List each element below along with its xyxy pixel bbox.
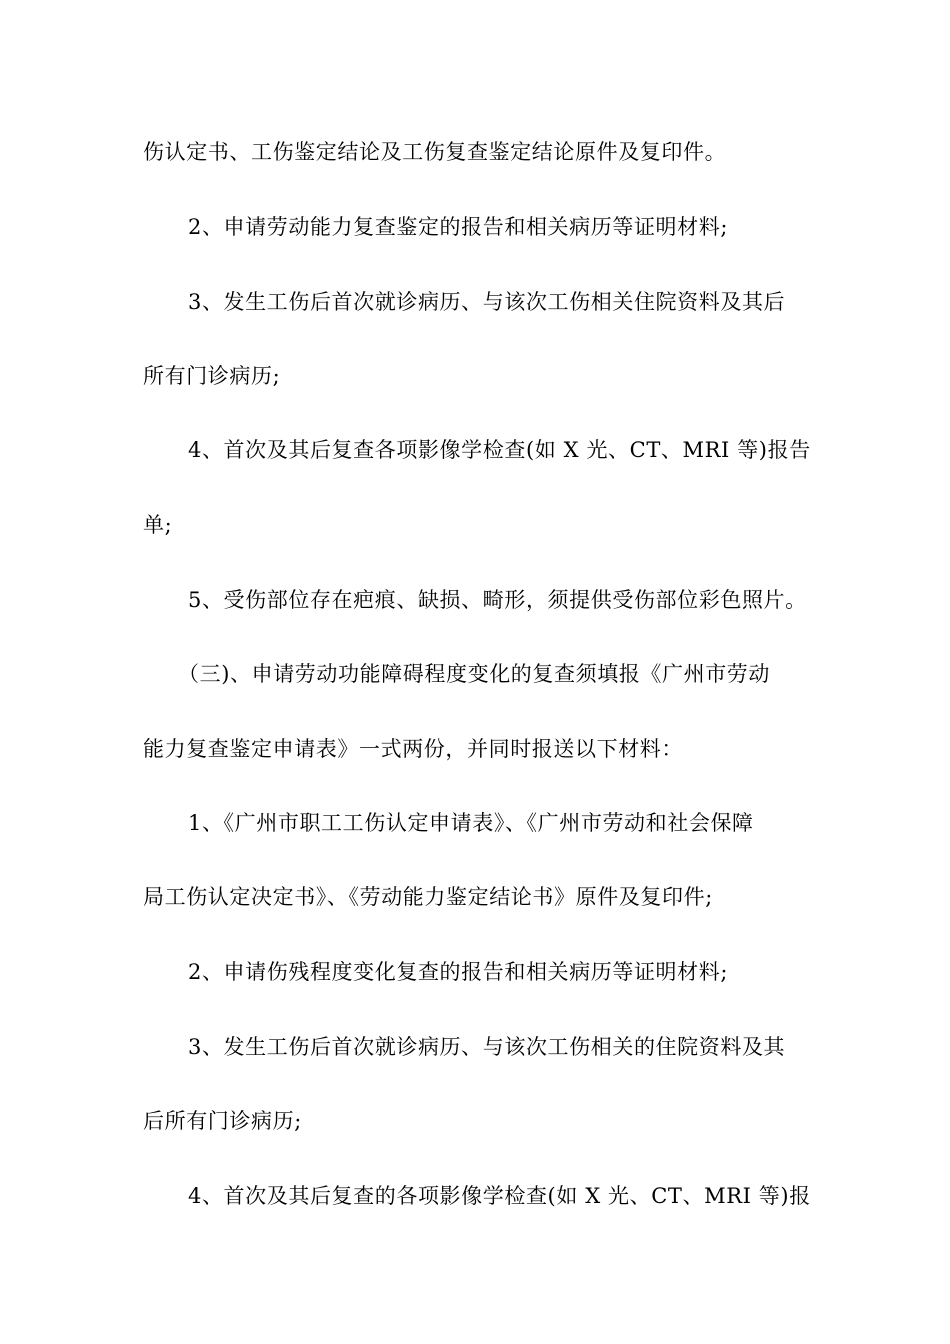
text-line-15: 4、首次及其后复查的各项影像学检查(如 X 光、CT、MRI 等)报 [188, 1184, 811, 1208]
text-line-10: 1、《广州市职工工伤认定申请表》、《广州市劳动和社会保障 [188, 811, 754, 835]
text-line-5: 4、首次及其后复查各项影像学检查(如 X 光、CT、MRI 等)报告 [188, 438, 811, 462]
text-line-14: 后所有门诊病历; [143, 1109, 302, 1133]
text-line-3: 3、发生工伤后首次就诊病历、与该次工伤相关住院资料及其后 [188, 290, 786, 314]
text-line-6: 单; [143, 513, 173, 537]
text-line-7: 5、受伤部位存在疤痕、缺损、畸形，须提供受伤部位彩色照片。 [188, 588, 807, 612]
text-line-1: 伤认定书、工伤鉴定结论及工伤复查鉴定结论原件及复印件。 [143, 140, 727, 164]
text-line-12: 2、申请伤残程度变化复查的报告和相关病历等证明材料; [188, 960, 729, 984]
text-line-9: 能力复查鉴定申请表》一式两份，并同时报送以下材料： [143, 737, 683, 761]
text-line-8: （三)、申请劳动功能障碍程度变化的复查须填报《广州市劳动 [178, 662, 770, 686]
text-line-2: 2、申请劳动能力复查鉴定的报告和相关病历等证明材料; [188, 215, 729, 239]
text-line-13: 3、发生工伤后首次就诊病历、与该次工伤相关的住院资料及其 [188, 1035, 786, 1059]
text-line-4: 所有门诊病历; [143, 364, 281, 388]
text-line-11: 局工伤认定决定书》、《劳动能力鉴定结论书》原件及复印件; [143, 885, 713, 909]
